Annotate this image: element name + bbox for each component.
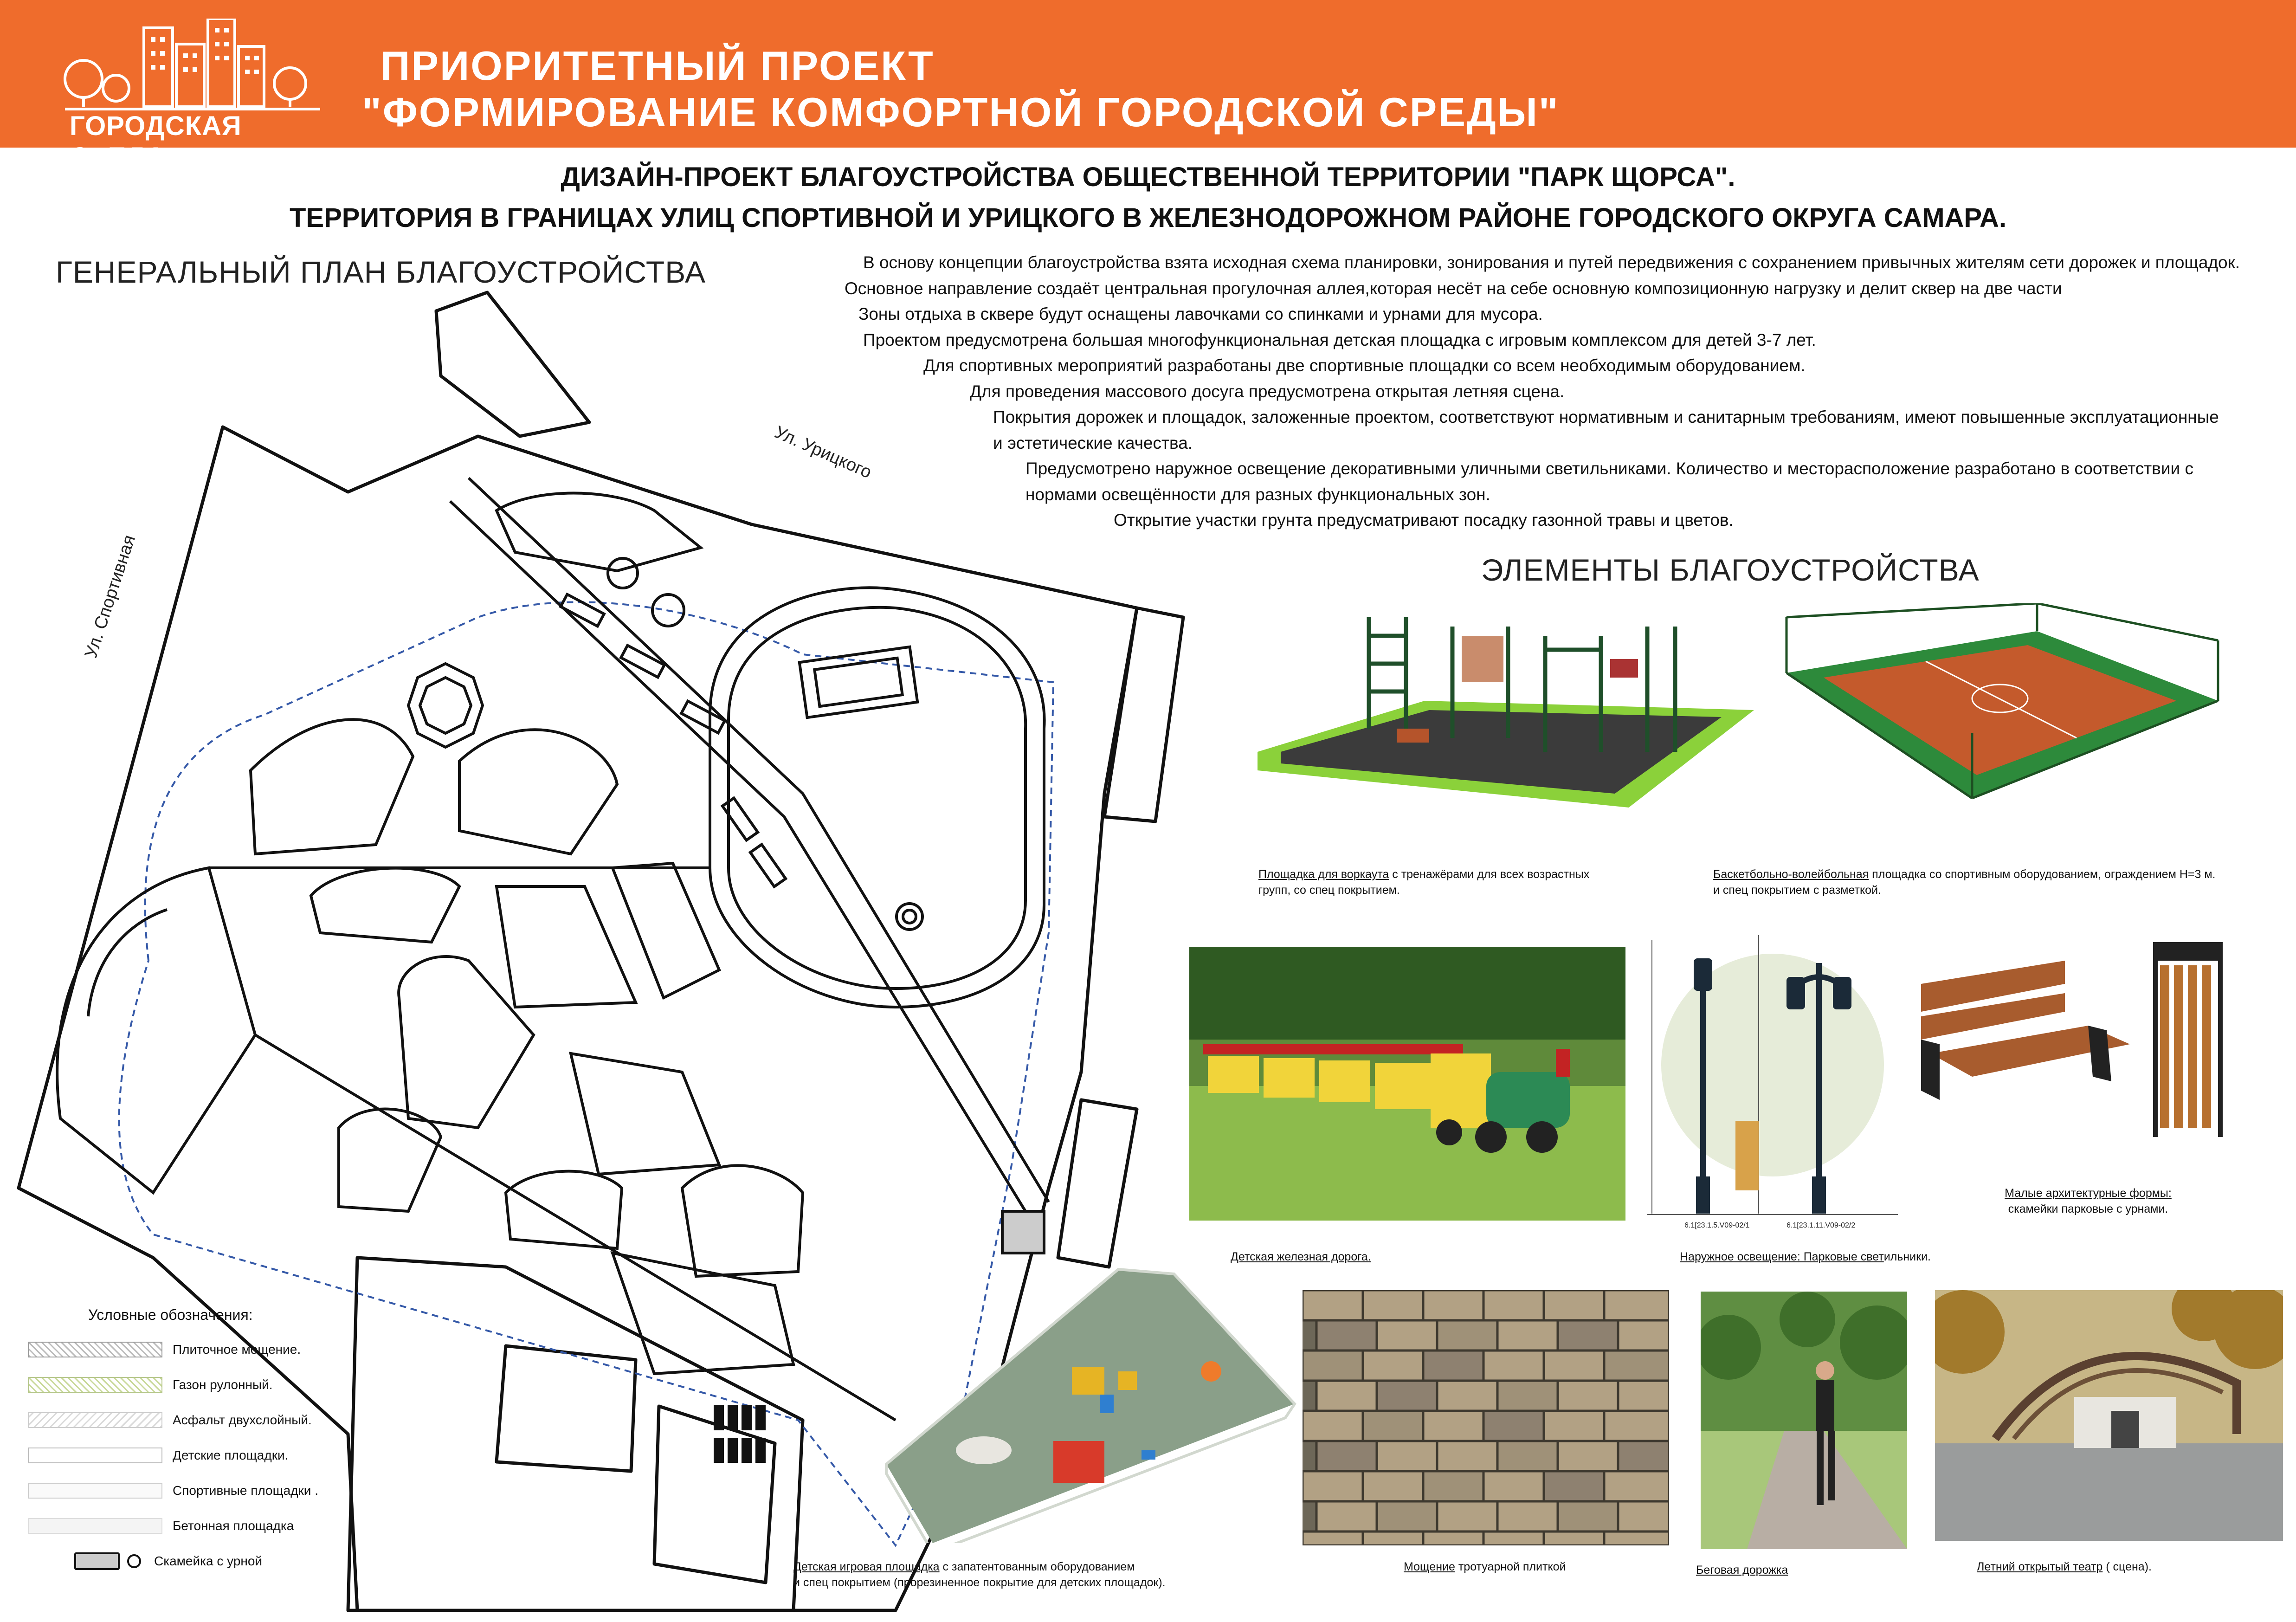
desc-paragraph: Проектом предусмотрена большая многофункциональная детская площадка с игровым комплексом для детей 3-7 лет. xyxy=(863,330,1816,349)
caption-text: площадка со спортивным оборудованием, ограждением Н=3 м. и спец покрытием с разметкой. xyxy=(1713,868,2216,897)
theatre-caption xyxy=(1977,1559,2255,1575)
building-east xyxy=(1104,608,1183,821)
caption-text: ( сцена). xyxy=(2103,1560,2152,1573)
playground-caption xyxy=(793,1559,1350,1591)
desc-paragraph: Для проведения массового досуга предусмотрена открытая летняя сцена. xyxy=(970,381,1565,401)
caption-underlined: Детская игровая площадка xyxy=(793,1560,940,1573)
caption-underlined: Беговая дорожка xyxy=(1696,1564,1788,1577)
track-caption xyxy=(1696,1563,1882,1578)
legend-label: Спортивные площадки . xyxy=(173,1483,318,1498)
lamp-code: 6.1[23.1.5.V09-02/1 xyxy=(1684,1221,1750,1229)
main-alley xyxy=(469,478,1049,1202)
lawn xyxy=(506,1171,622,1248)
project-heading-line2: ТЕРРИТОРИЯ В ГРАНИЦАХ УЛИЦ СПОРТИВНОЙ И УРИЦКОГО В ЖЕЛЕЗНОДОРОЖНОМ РАЙОНЕ ГОРОДСКОГО ОКРУГА САМАРА. xyxy=(289,203,2007,233)
desc-paragraph: Зоны отдыха в сквере будут оснащены лавочками со спинками и урнами для мусора. xyxy=(858,304,1543,323)
caption-underlined: Мощение xyxy=(1404,1560,1455,1573)
urn-icon xyxy=(127,1554,141,1568)
caption-text: тротуарной плиткой xyxy=(1455,1560,1566,1573)
paving-image xyxy=(1303,1290,1669,1545)
bench-image xyxy=(1912,942,2283,1142)
court-image xyxy=(1777,603,2223,859)
lawn xyxy=(613,1253,793,1374)
caption-text: скамейки парковые с урнами. xyxy=(2008,1202,2168,1215)
legend-label: Асфальт двухслойный. xyxy=(173,1413,312,1427)
plan-title: ГЕНЕРАЛЬНЫЙ ПЛАН БЛАГОУСТРОЙСТВА xyxy=(56,255,706,289)
caption-underlined: Баскетбольно-волейбольная xyxy=(1713,868,1869,881)
caption-text: и спец покрытием (прорезиненное покрытие для детских площадок). xyxy=(793,1576,1166,1589)
legend-item xyxy=(28,1473,362,1508)
legend-label: Скамейка с урной xyxy=(154,1554,263,1568)
caption-underlined: Малые архитектурные формы: xyxy=(2005,1187,2172,1200)
tile-swatch xyxy=(28,1342,162,1357)
lawn xyxy=(339,1109,441,1211)
bench-icon xyxy=(74,1552,120,1570)
caption-underlined: Площадка для воркаута xyxy=(1258,868,1389,881)
desc-paragraph: Основное направление создаёт центральная прогулочная аллея,которая несёт на себе основную композиционную нагрузку и делит сквер на две части xyxy=(845,278,2062,298)
project-heading-line1: ДИЗАЙН-ПРОЕКТ БЛАГОУСТРОЙСТВА ОБЩЕСТВЕННОЙ ТЕРРИТОРИИ "ПАРК ЩОРСА". xyxy=(561,162,1735,192)
fountain xyxy=(608,558,638,588)
asphalt-swatch xyxy=(28,1412,162,1428)
legend-item xyxy=(28,1544,362,1579)
lawn xyxy=(682,1165,803,1276)
desc-paragraph: Предусмотрено наружное освещение декоративными уличными светильниками. Количество и месторасположение разработано в соответствии с нормами освещённости для разных функциональных зон. xyxy=(1025,459,2193,504)
legend-item xyxy=(28,1508,362,1544)
train-image xyxy=(1189,947,1625,1221)
caption-text: с тренажёрами для всех возрастных групп, со спец покрытием. xyxy=(1258,868,1590,897)
legend xyxy=(28,1306,362,1579)
workout-caption xyxy=(1258,867,1611,898)
elements-title: ЭЛЕМЕНТЫ БЛАГОУСТРОЙСТВА xyxy=(1481,553,1980,587)
track-image xyxy=(1701,1292,1907,1549)
building-southeast xyxy=(1058,1100,1137,1267)
desc-paragraph: Для спортивных мероприятий разработаны две спортивные площадки со всем необходимым оборудованием. xyxy=(923,356,1806,375)
court-caption xyxy=(1713,867,2224,898)
paving-caption xyxy=(1404,1559,1682,1575)
kids-swatch xyxy=(28,1448,162,1463)
logo-label: ГОРОДСКАЯ СРЕДА xyxy=(70,111,242,172)
lawn xyxy=(399,956,534,1128)
maf-caption xyxy=(1958,1186,2218,1217)
concrete-swatch xyxy=(28,1518,162,1534)
caption-text: с запатентованным оборудованием xyxy=(939,1560,1135,1573)
street-label-sportivnaya: Ул. Спортивная xyxy=(81,532,140,660)
lamps-caption xyxy=(1680,1249,2005,1265)
legend-title: Условные обозначения: xyxy=(88,1306,253,1323)
lamps-image xyxy=(1643,926,1903,1232)
grass-swatch xyxy=(28,1377,162,1393)
theatre-image xyxy=(1935,1290,2283,1541)
desc-paragraph: В основу концепции благоустройства взята исходная схема планировки, зонирования и путей передвижения с сохранением привычных жителям сети дорожек и площадок. xyxy=(863,253,2240,272)
lawn xyxy=(497,886,636,1007)
legend-label: Плиточное мощение. xyxy=(173,1342,301,1357)
caption-underlined: Летний открытый театр xyxy=(1977,1560,2103,1573)
street-label-uritskogo: Ул. Урицкого xyxy=(771,422,875,483)
legend-item xyxy=(28,1332,362,1367)
banner-title-line1: ПРИОРИТЕТНЫЙ ПРОЕКТ xyxy=(381,43,935,89)
legend-label: Детские площадки. xyxy=(173,1448,289,1462)
sport-swatch xyxy=(28,1483,162,1499)
playground-image xyxy=(877,1265,1309,1543)
legend-item xyxy=(28,1367,362,1402)
desc-paragraph: Открытие участки грунта предусматривают посадку газонной травы и цветов. xyxy=(1114,511,1734,530)
top-banner xyxy=(0,0,2296,172)
building-south-court xyxy=(497,1346,636,1471)
banner-title-line2: "ФОРМИРОВАНИЕ КОМФОРТНОЙ ГОРОДСКОЙ СРЕДЫ" xyxy=(362,89,1560,136)
caption-underlined: Наружное освещение: Парковые свет xyxy=(1680,1250,1884,1263)
lamp-code: 6.1[23.1.11.V09-02/2 xyxy=(1786,1221,1856,1229)
lawn xyxy=(311,868,459,942)
desc-paragraph: Покрытия дорожек и площадок, заложенные проектом, соответствуют нормативным и санитарным требованиям, имеют повышенные эксплуатационные и эстетические качества. xyxy=(993,407,2219,452)
legend-label: Газон рулонный. xyxy=(173,1377,273,1392)
lawn xyxy=(613,863,719,998)
train-caption xyxy=(1231,1249,1463,1265)
building-north xyxy=(436,292,589,436)
banner-title xyxy=(362,43,1560,136)
lawn xyxy=(251,719,413,854)
legend-label: Бетонная площадка xyxy=(173,1519,294,1533)
caption-underlined: Детская железная дорога. xyxy=(1231,1250,1371,1263)
west-plaza xyxy=(57,868,255,1193)
lawn xyxy=(459,730,617,854)
lawn xyxy=(571,1053,719,1174)
caption-text: ильники. xyxy=(1883,1250,1931,1263)
workout-image xyxy=(1230,599,1786,831)
legend-item xyxy=(28,1438,362,1473)
legend-item xyxy=(28,1402,362,1438)
